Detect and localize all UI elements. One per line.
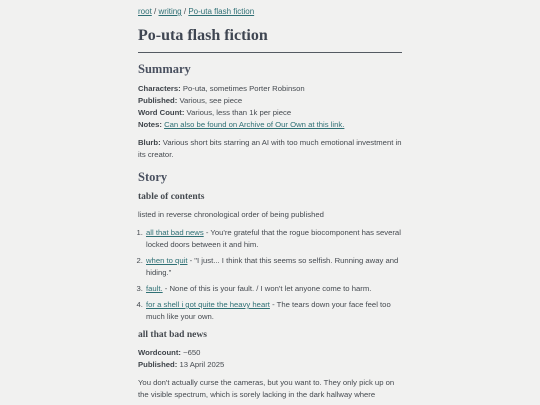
page-title: Po-uta flash fiction	[138, 26, 402, 53]
toc-item-description: - You're grateful that the rogue biocomponent has several locked doors between it and him.	[146, 228, 401, 249]
piece-published-label: Published:	[138, 360, 178, 369]
page-content	[138, 0, 402, 401]
toc-heading: table of contents	[138, 192, 205, 202]
summary-metadata	[138, 83, 402, 161]
published-label: Published:	[138, 96, 178, 105]
breadcrumb-separator: /	[183, 7, 187, 16]
breadcrumb-root-link[interactable]: root	[138, 7, 152, 16]
piece-heading: all that bad news	[138, 330, 207, 340]
toc-item-description: - The tears down your face feel too much like your own.	[146, 300, 391, 321]
wordcount-label: Word Count:	[138, 108, 185, 117]
notes-line	[138, 119, 402, 131]
breadcrumb-current-link[interactable]: Po-uta flash fiction	[188, 7, 255, 16]
ao3-link[interactable]: Can also be found on Archive of Our Own at this link.	[164, 120, 345, 129]
toc-item	[145, 283, 402, 295]
characters-value: Po-uta, sometimes Porter Robinson	[182, 84, 305, 93]
breadcrumb	[138, 6, 402, 18]
blurb-line	[138, 137, 402, 161]
characters-line	[138, 83, 402, 95]
wordcount-line	[138, 107, 402, 119]
story-heading: Story	[138, 170, 168, 184]
toc-link-fault[interactable]: fault.	[146, 284, 163, 293]
summary-heading: Summary	[138, 62, 191, 76]
toc-intro: listed in reverse chronological order of being published	[138, 210, 324, 219]
piece-metadata	[138, 347, 402, 401]
toc-list	[138, 227, 402, 323]
published-value: Various, see piece	[179, 96, 243, 105]
piece-body: You don't actually curse the cameras, but you want to. They only pick up on the visible spectrum, which is sorely lacking in the dark hallway where	[138, 378, 395, 399]
piece-published-line	[138, 359, 402, 371]
blurb-label: Blurb:	[138, 138, 161, 147]
breadcrumb-separator: /	[154, 7, 157, 16]
breadcrumb-writing-link[interactable]: writing	[158, 7, 182, 16]
toc-item	[145, 299, 402, 323]
notes-label: Notes:	[138, 120, 162, 129]
toc-link-heavy-heart[interactable]: for a shell i got quite the heavy heart	[146, 300, 270, 309]
toc-link-all-that-bad-news[interactable]: all that bad news	[146, 228, 204, 237]
piece-published-value: 13 April 2025	[179, 360, 225, 369]
piece-wordcount-line	[138, 347, 402, 359]
wordcount-value: Various, less than 1k per piece	[186, 108, 292, 117]
toc-link-when-to-quit[interactable]: when to quit	[146, 256, 188, 265]
toc-item-description: - "I just... I think that this seems so selfish. Running away and hiding."	[146, 256, 399, 277]
toc-item	[145, 227, 402, 251]
characters-label: Characters:	[138, 84, 181, 93]
piece-wordcount-label: Wordcount:	[138, 348, 181, 357]
toc-item	[145, 255, 402, 279]
toc-item-description: - None of this is your fault. / I won't let anyone come to harm.	[162, 284, 372, 293]
piece-wordcount-value: ~650	[183, 348, 201, 357]
published-line	[138, 95, 402, 107]
blurb-value: Various short bits starring an AI with too much emotional investment in its creator.	[138, 138, 402, 159]
